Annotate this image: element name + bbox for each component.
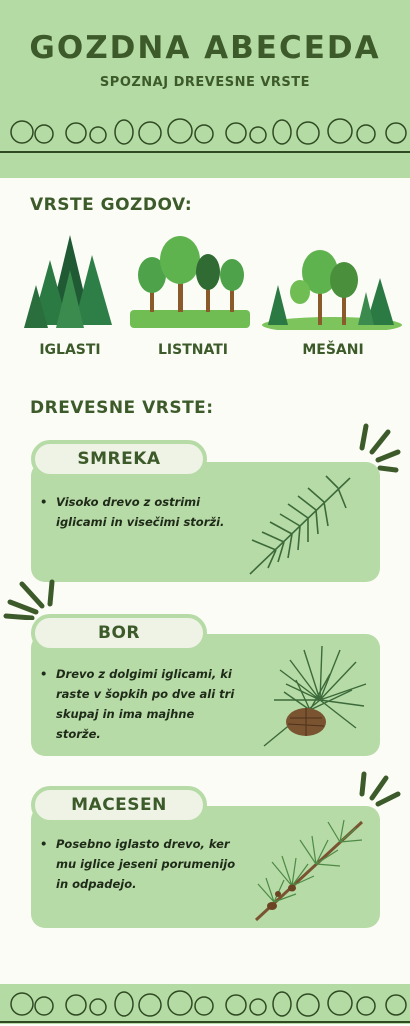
bullet-icon: •: [40, 495, 48, 509]
coniferous-forest-illustration: [22, 230, 117, 330]
bullet-icon: •: [40, 837, 48, 851]
mixed-forest-illustration: [262, 230, 402, 330]
page-title: GOZDNA ABECEDA: [29, 30, 381, 66]
pine-branch-illustration: [260, 640, 370, 750]
forest-label-coniferous: IGLASTI: [39, 342, 101, 358]
species-name-spruce: SMREKA: [31, 440, 207, 478]
deciduous-forest-illustration: [130, 230, 250, 330]
larch-branch-illustration: [252, 814, 372, 924]
tree-hedge-bottom-illustration: [0, 986, 410, 1026]
species-description-spruce: • Visoko drevo z ostrimi iglicami in visečimi storži.: [42, 492, 242, 532]
tree-species-heading: DREVESNE VRSTE:: [30, 398, 214, 418]
bullet-icon: •: [40, 667, 48, 681]
spruce-branch-illustration: [246, 470, 358, 578]
forest-label-mixed: MEŠANI: [302, 342, 364, 358]
tree-hedge-top-illustration: [0, 116, 410, 156]
species-description-larch: • Posebno iglasto drevo, ker mu iglice jeseni porumenijo in odpadejo.: [42, 834, 242, 894]
page-subtitle: SPOZNAJ DREVESNE VRSTE: [99, 75, 311, 90]
species-name-larch: MACESEN: [31, 786, 207, 824]
species-description-pine: • Drevo z dolgimi iglicami, ki raste v šopkih po dve ali tri skupaj in ima majhne storže.: [42, 664, 242, 744]
forest-types-heading: VRSTE GOZDOV:: [30, 195, 193, 215]
forest-label-deciduous: LISTNATI: [158, 342, 228, 358]
species-name-pine: BOR: [31, 614, 207, 652]
